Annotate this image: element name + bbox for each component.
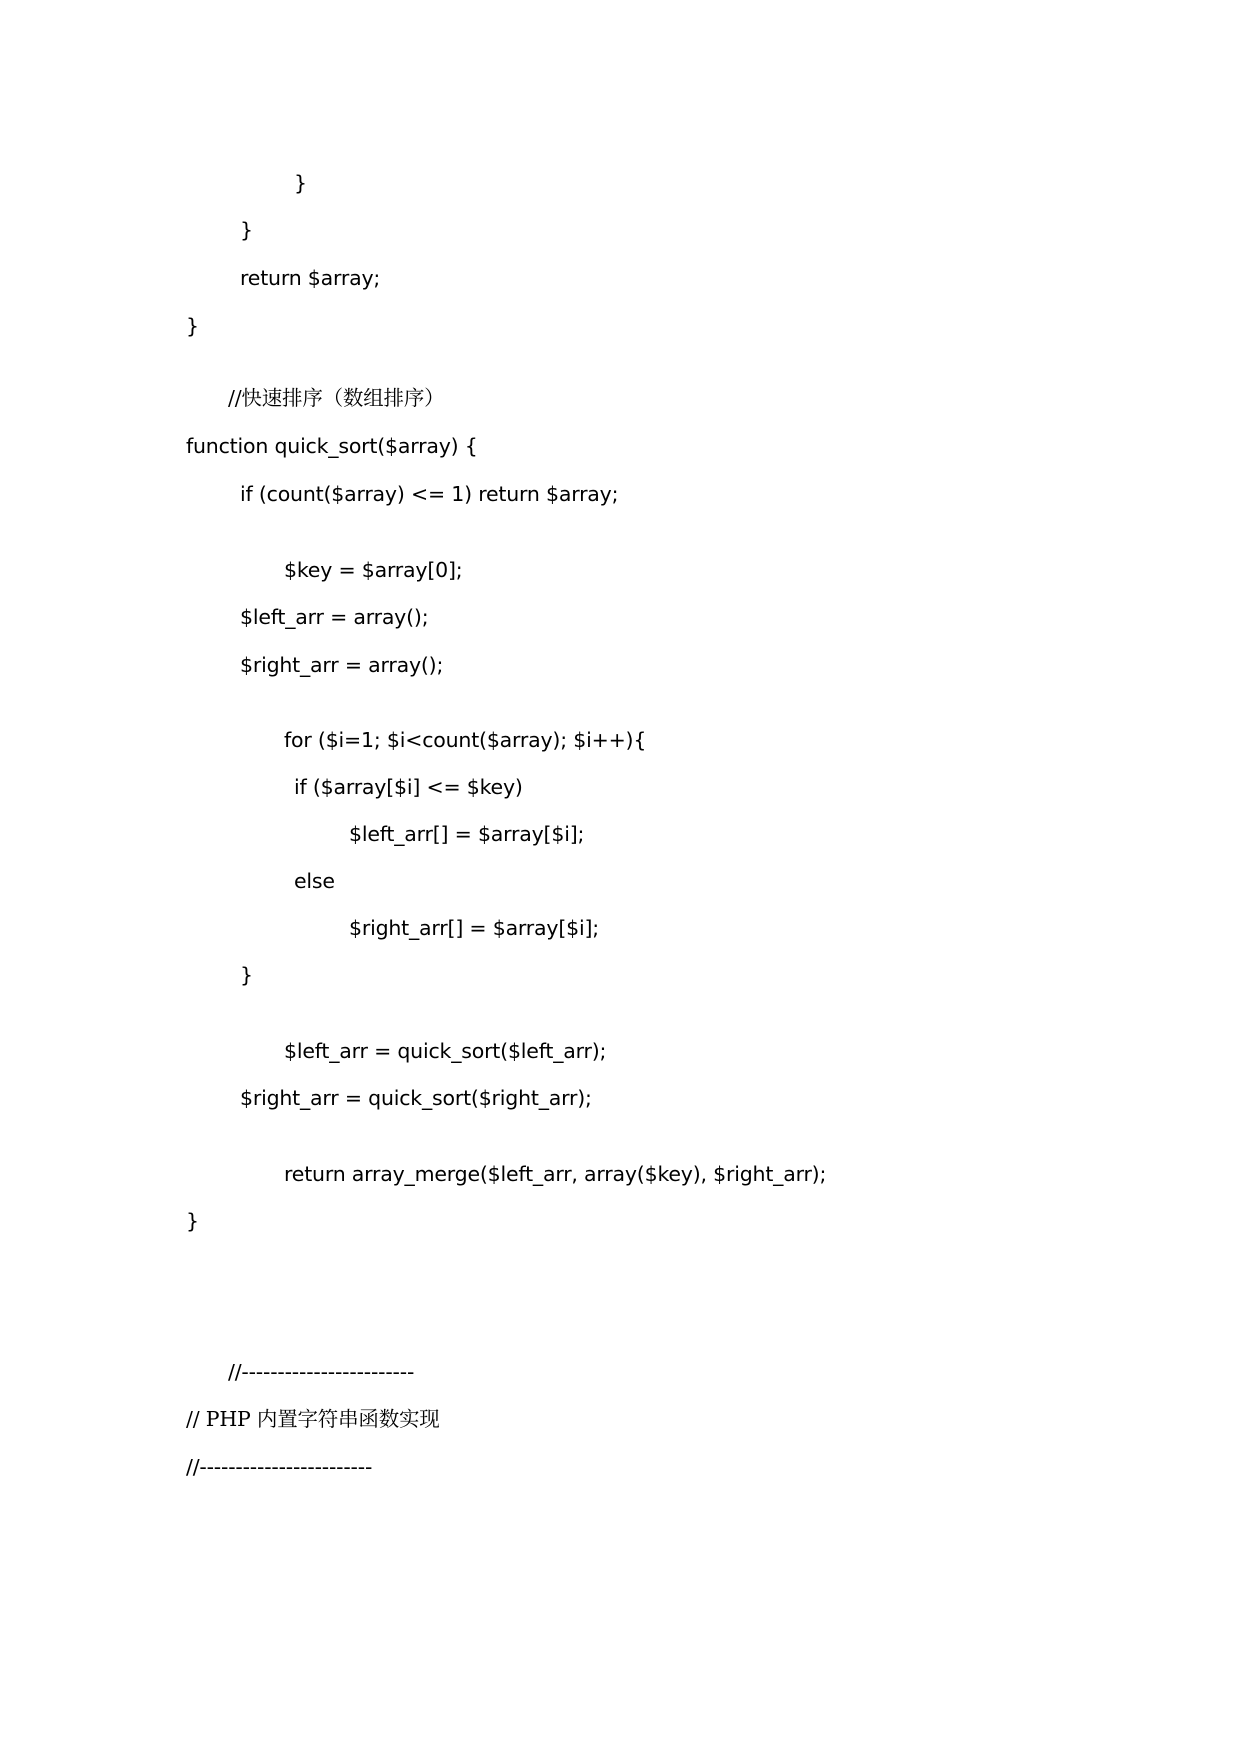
code-comment: //------------------------ [186, 1455, 373, 1479]
code-line: } [186, 314, 199, 338]
code-line: $key = $array[0]; [284, 558, 463, 582]
code-line: } [240, 218, 253, 242]
code-line: if ($array[$i] <= $key) [294, 775, 523, 799]
code-line: } [240, 963, 253, 987]
code-line: $left_arr[] = $array[$i]; [349, 822, 585, 846]
code-line: else [294, 869, 335, 893]
code-comment: //快速排序（数组排序） [228, 386, 445, 410]
code-line: if (count($array) <= 1) return $array; [240, 482, 619, 506]
code-line: return $array; [240, 266, 381, 290]
code-comment: //------------------------ [228, 1360, 415, 1384]
code-line: } [294, 171, 307, 195]
code-line: function quick_sort($array) { [186, 434, 478, 458]
code-line: } [186, 1209, 199, 1233]
code-line: $left_arr = quick_sort($left_arr); [284, 1039, 607, 1063]
code-line: return array_merge($left_arr, array($key), $right_arr); [284, 1162, 827, 1186]
code-comment: // PHP 内置字符串函数实现 [186, 1407, 440, 1431]
code-line: $right_arr = array(); [240, 653, 444, 677]
code-line: for ($i=1; $i<count($array); $i++){ [284, 728, 647, 752]
code-line: $right_arr[] = $array[$i]; [349, 916, 599, 940]
code-line: $right_arr = quick_sort($right_arr); [240, 1086, 592, 1110]
code-line: $left_arr = array(); [240, 605, 429, 629]
